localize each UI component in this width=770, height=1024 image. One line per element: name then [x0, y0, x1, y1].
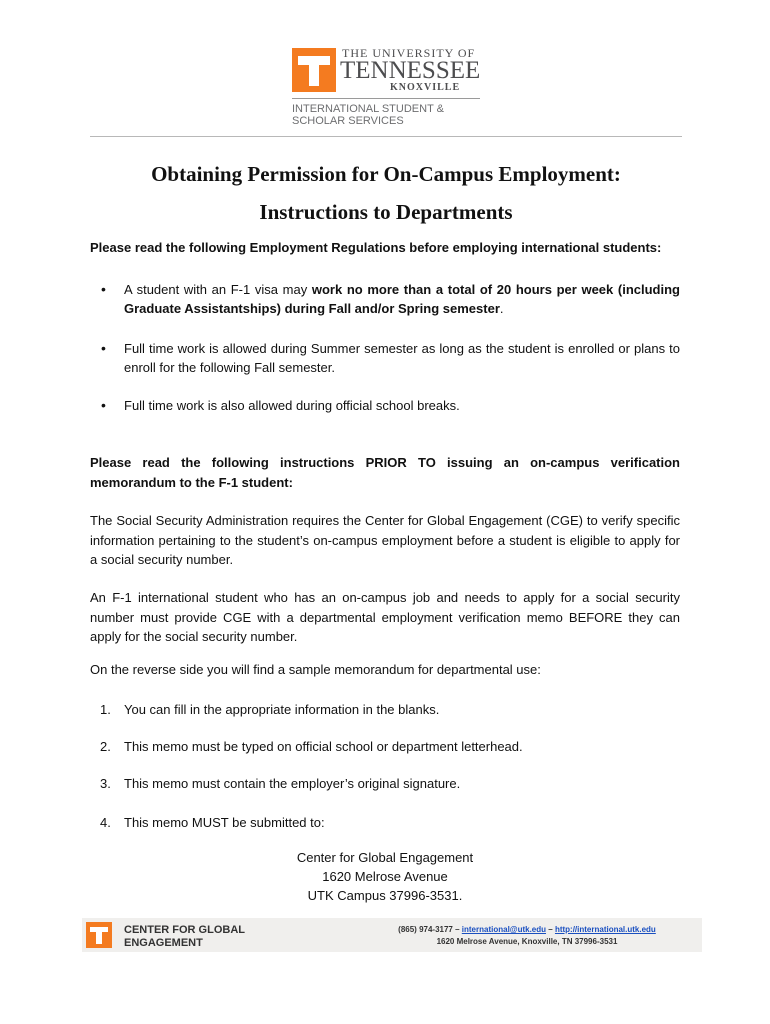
- numbered-item: 4. This memo MUST be submitted to:: [100, 815, 325, 830]
- website-link[interactable]: http://international.utk.edu: [554, 925, 656, 934]
- numbered-item: 1. You can fill in the appropriate information in the blanks.: [100, 702, 440, 717]
- address-line: UTK Campus 37996-3531.: [307, 888, 463, 903]
- logo-divider: [292, 98, 480, 99]
- department-name: INTERNATIONAL STUDENT & SCHOLAR SERVICES: [292, 103, 444, 127]
- address-line: Center for Global Engagement: [296, 850, 474, 865]
- regulations-intro: Please read the following Employment Regulations before employing international students:: [90, 240, 662, 255]
- numbered-item: 2. This memo must be typed on official school or department letterhead.: [100, 739, 523, 754]
- footer-bar: [82, 918, 702, 952]
- power-t-icon: [86, 922, 112, 948]
- footer-address: 1620 Melrose Avenue, Knoxville, TN 37996-3531: [436, 937, 618, 946]
- paragraph-reverse: On the reverse side you will find a sample memorandum for departmental use:: [90, 662, 541, 677]
- power-t-icon: [292, 48, 336, 92]
- page-subtitle: Instructions to Departments: [259, 200, 513, 224]
- instructions-heading: Please read the following instructions PRIOR TO issuing an on-campus verification memorandum to the F-1 student:: [90, 455, 680, 490]
- university-campus: KNOXVILLE: [390, 82, 461, 93]
- address-line: 1620 Melrose Avenue: [322, 869, 448, 884]
- page-title: Obtaining Permission for On-Campus Employment:: [151, 162, 621, 186]
- footer-contact: (865) 974-3177 – international@utk.edu – http://international.utk.edu 1620 Melrose Avenue, Knoxville, TN 37996-3531: [366, 924, 688, 948]
- numbered-item: 3. This memo must contain the employer’s original signature.: [100, 776, 461, 791]
- paragraph-memo: An F-1 international student who has an on-campus job and needs to apply for a social security number must provide CGE with a departmental employment verification memo BEFORE they can apply for the social security number.: [90, 590, 680, 644]
- bullet-item: • Full time work is allowed during Summer semester as long as the student is enrolled or plans to enroll for the following Fall semester.: [124, 339, 680, 377]
- footer-center-name: CENTER FOR GLOBAL ENGAGEMENT: [124, 924, 245, 949]
- header-divider: [90, 136, 682, 137]
- paragraph-ssa: The Social Security Administration requires the Center for Global Engagement (CGE) to verify specific information pertaining to the student’s on-campus employment before a student is eligible to apply for a social security number.: [90, 513, 680, 567]
- university-name-line2: TENNESSEE: [340, 57, 481, 84]
- university-logo: [292, 44, 484, 126]
- email-link[interactable]: international@utk.edu: [461, 925, 547, 934]
- university-name-line1: THE UNIVERSITY OF: [342, 46, 476, 60]
- mailing-address: [240, 848, 530, 905]
- bullet-item: • A student with an F-1 visa may work no more than a total of 20 hours per week (including Graduate Assistantships) during Fall and/or Spring semester.: [124, 280, 680, 318]
- bullet-item: • Full time work is also allowed during official school breaks.: [124, 396, 680, 415]
